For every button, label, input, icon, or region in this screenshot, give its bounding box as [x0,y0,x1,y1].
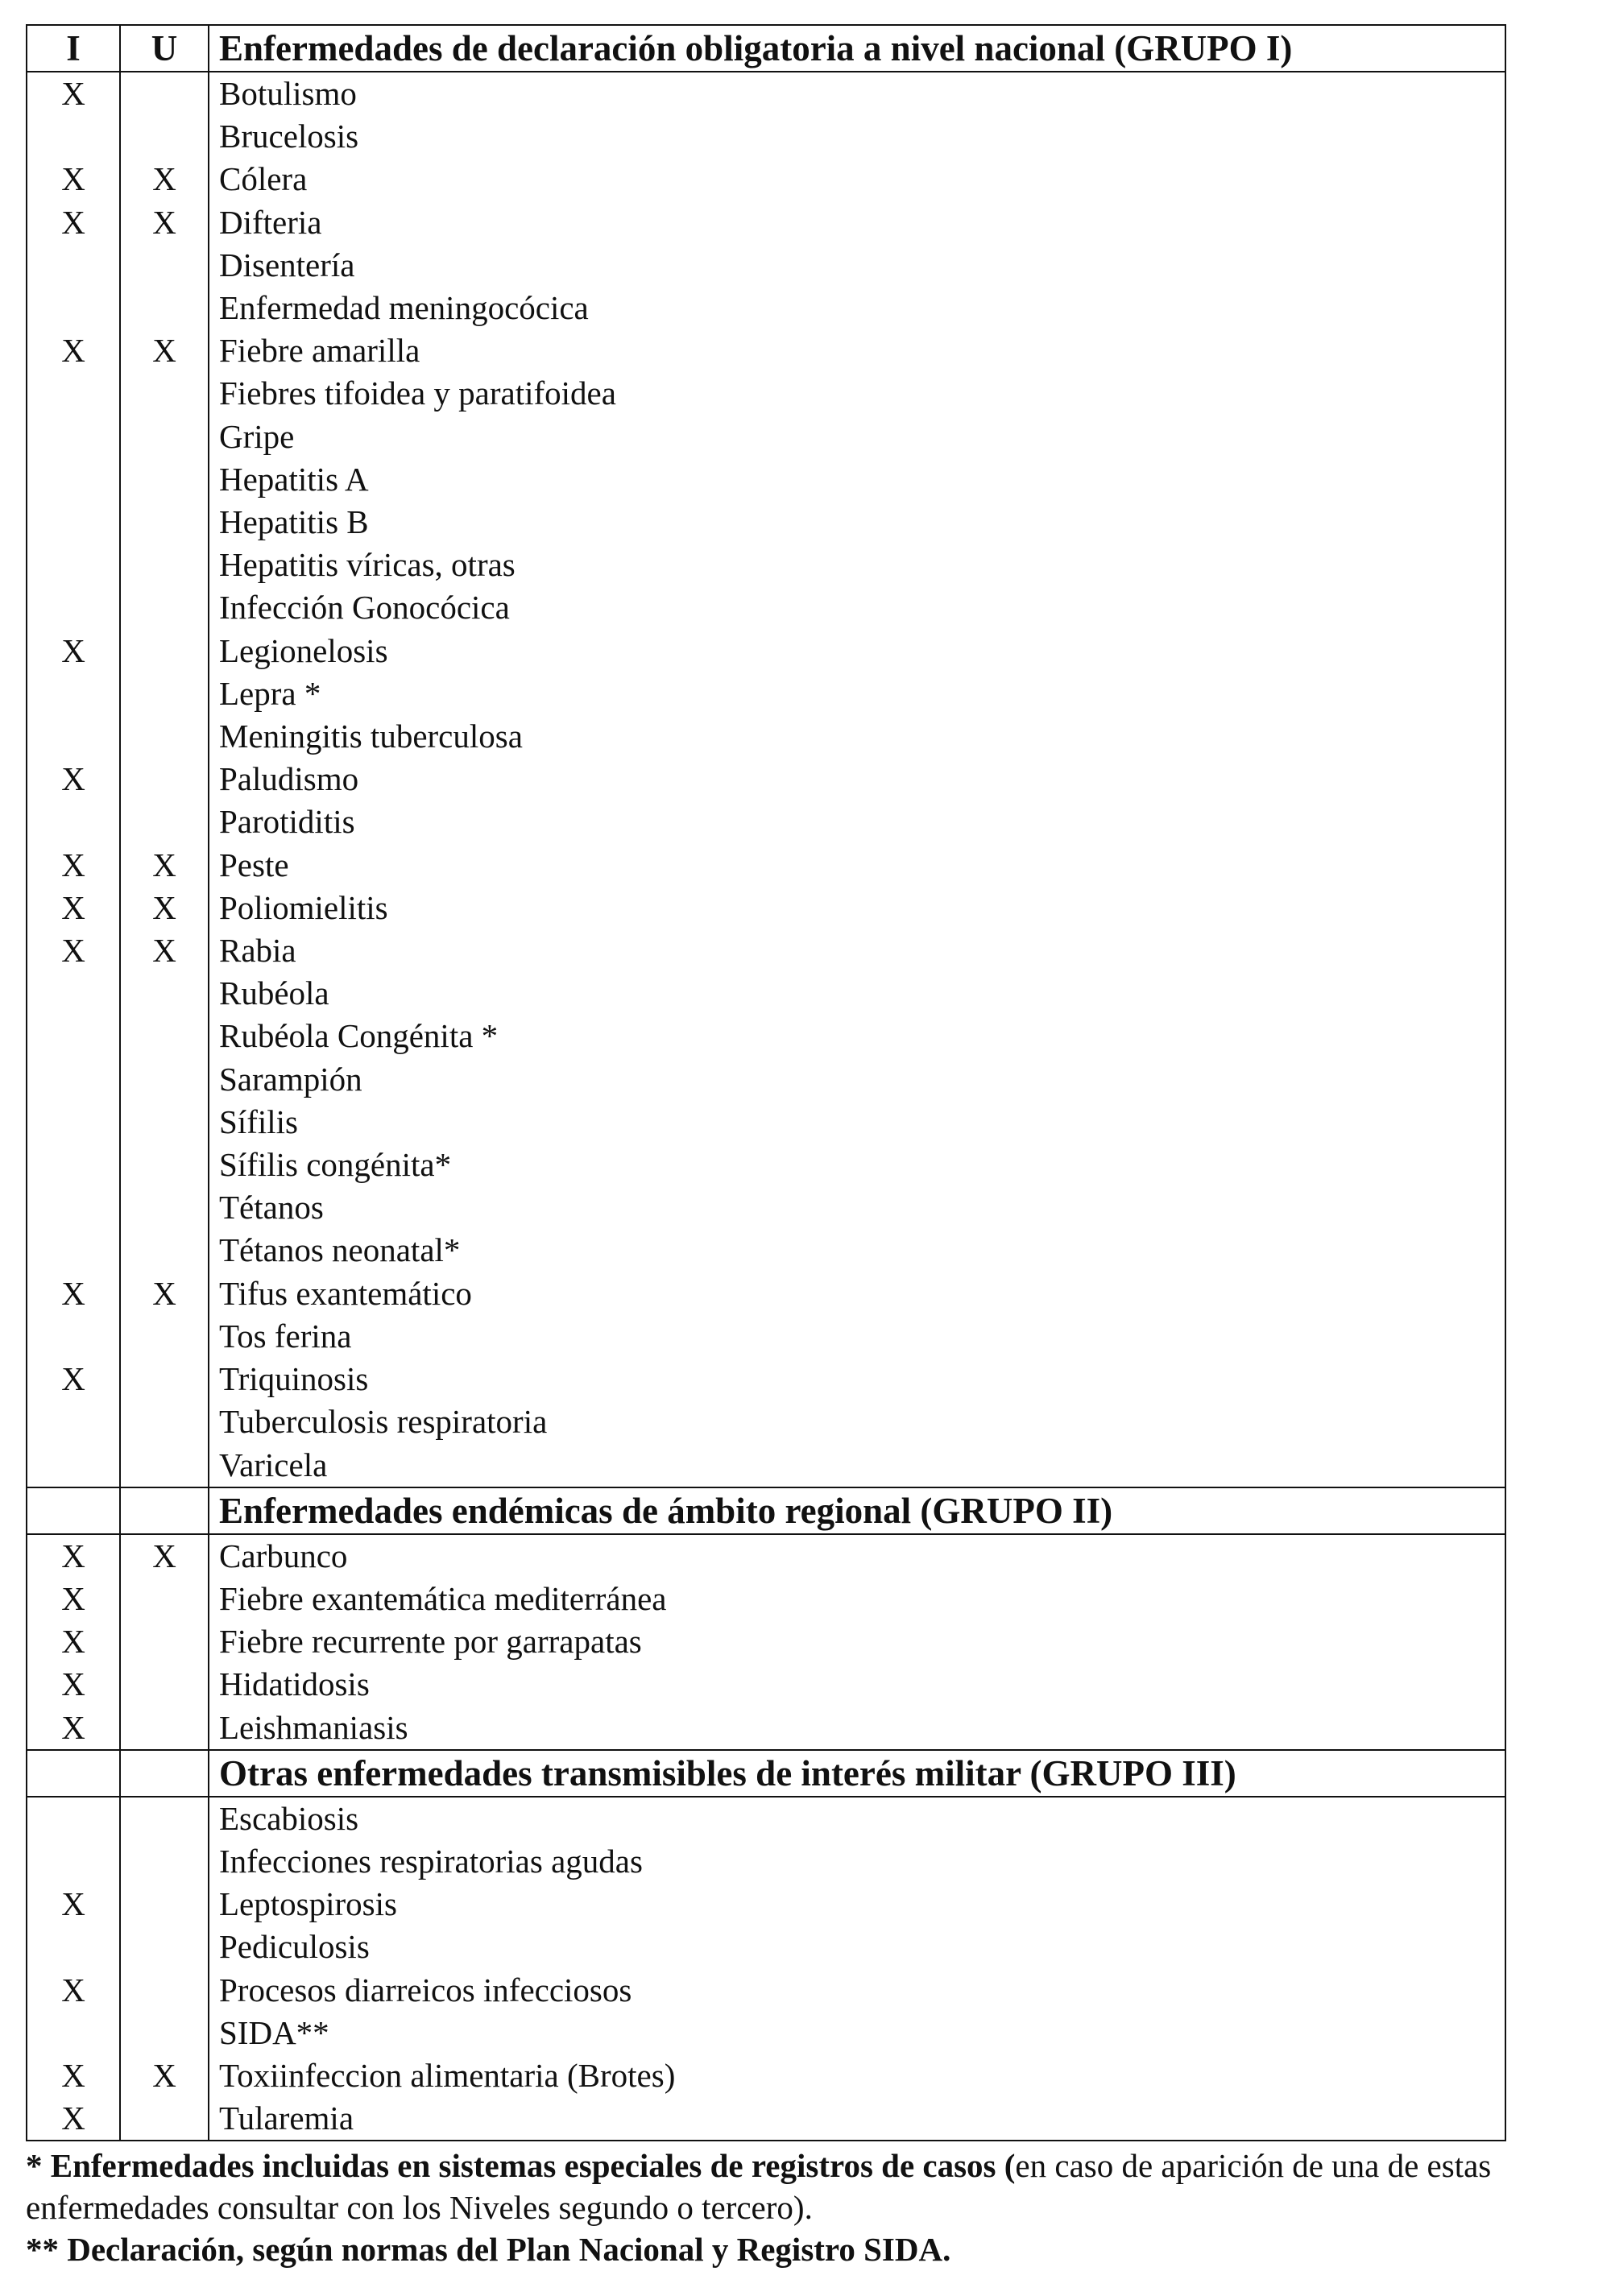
mark-i: X [27,1883,120,1926]
mark-u [120,630,209,672]
disease-name: Procesos diarreicos infecciosos [209,1969,1505,2012]
mark-u [120,1663,209,1706]
mark-u [120,1358,209,1400]
disease-row [27,2097,1505,2141]
disease-row [27,501,1505,544]
mark-i: X [27,630,120,672]
disease-name: Hepatitis víricas, otras [209,544,1505,586]
mark-i: X [27,72,120,115]
disease-name: Tifus exantemático [209,1272,1505,1315]
disease-name: Meningitis tuberculosa [209,715,1505,758]
disease-name: Sífilis [209,1101,1505,1144]
mark-u: X [120,844,209,887]
disease-row [27,1229,1505,1272]
mark-i [27,1797,120,1840]
mark-u [120,715,209,758]
disease-name: Escabiosis [209,1797,1505,1840]
disease-table [26,24,1506,2141]
mark-u [120,372,209,415]
group-header-row [27,25,1505,72]
disease-name: Lepra * [209,672,1505,715]
disease-row [27,1797,1505,1840]
mark-u: X [120,201,209,244]
mark-u [120,1797,209,1840]
mark-u [120,115,209,158]
group-header-blank-u [120,1487,209,1534]
mark-u: X [120,1534,209,1578]
mark-u: X [120,2054,209,2097]
group-header-blank-i [27,1750,120,1797]
disease-name: Poliomielitis [209,887,1505,929]
mark-u [120,244,209,287]
disease-row [27,1840,1505,1883]
mark-i [27,672,120,715]
disease-row [27,458,1505,501]
column-header-i: I [27,25,120,72]
disease-row [27,715,1505,758]
disease-name: Cólera [209,158,1505,201]
disease-row [27,800,1505,843]
mark-i [27,2012,120,2054]
disease-row [27,416,1505,458]
mark-i [27,1444,120,1487]
mark-u [120,1444,209,1487]
footnote-1-bold: * Enfermedades incluidas en sistemas especiales de registros de casos ( [26,2147,1016,2184]
disease-row [27,1400,1505,1443]
mark-i [27,1015,120,1057]
disease-name: Toxiinfeccion alimentaria (Brotes) [209,2054,1505,2097]
mark-u [120,501,209,544]
disease-row [27,201,1505,244]
footnote-2-bold: ** Declaración, según normas del Plan Nacional y Registro SIDA. [26,2231,951,2268]
disease-row [27,887,1505,929]
disease-name: Parotiditis [209,800,1505,843]
mark-u [120,287,209,329]
mark-u: X [120,329,209,372]
mark-i [27,586,120,629]
mark-i: X [27,758,120,800]
disease-row [27,244,1505,287]
disease-row [27,2054,1505,2097]
disease-row [27,1358,1505,1400]
mark-i: X [27,1969,120,2012]
mark-u [120,1058,209,1101]
disease-row [27,1101,1505,1144]
group-header-blank-i [27,1487,120,1534]
mark-i: X [27,201,120,244]
mark-i: X [27,1358,120,1400]
mark-i: X [27,1534,120,1578]
mark-u: X [120,929,209,972]
mark-u [120,1883,209,1926]
disease-row [27,115,1505,158]
mark-u [120,1144,209,1186]
disease-name: Paludismo [209,758,1505,800]
disease-name: Gripe [209,416,1505,458]
mark-u: X [120,1272,209,1315]
disease-row [27,1706,1505,1750]
mark-u [120,672,209,715]
disease-row [27,630,1505,672]
disease-row [27,1144,1505,1186]
mark-u [120,1015,209,1057]
disease-row [27,1272,1505,1315]
mark-i: X [27,158,120,201]
disease-row [27,1444,1505,1487]
mark-u [120,586,209,629]
mark-i [27,115,120,158]
disease-name: Sarampión [209,1058,1505,1101]
mark-i [27,416,120,458]
disease-name: Peste [209,844,1505,887]
mark-u [120,1926,209,1968]
disease-name: Tétanos neonatal* [209,1229,1505,1272]
disease-name: Tuberculosis respiratoria [209,1400,1505,1443]
mark-i: X [27,1663,120,1706]
disease-name: Tétanos [209,1186,1505,1229]
mark-i [27,715,120,758]
disease-name: Hepatitis A [209,458,1505,501]
mark-u [120,2097,209,2141]
disease-name: Fiebres tifoidea y paratifoidea [209,372,1505,415]
disease-row [27,758,1505,800]
mark-u [120,1969,209,2012]
mark-u [120,1840,209,1883]
mark-u [120,416,209,458]
mark-i: X [27,1706,120,1750]
disease-row [27,1058,1505,1101]
mark-i [27,1400,120,1443]
footnote-special-registers [26,2145,1592,2228]
disease-name: Difteria [209,201,1505,244]
disease-row [27,586,1505,629]
disease-name: Infecciones respiratorias agudas [209,1840,1505,1883]
disease-row [27,1186,1505,1229]
disease-row [27,2012,1505,2054]
disease-row [27,372,1505,415]
disease-name: Rubéola [209,972,1505,1015]
mark-u [120,1400,209,1443]
mark-u [120,72,209,115]
disease-name: Botulismo [209,72,1505,115]
footnotes [26,2145,1592,2270]
group-header-blank-u [120,1750,209,1797]
disease-name: Carbunco [209,1534,1505,1578]
mark-u [120,1620,209,1663]
disease-name: Tularemia [209,2097,1505,2141]
disease-row [27,1578,1505,1620]
mark-i [27,1229,120,1272]
disease-row [27,158,1505,201]
mark-i [27,1101,120,1144]
mark-i: X [27,329,120,372]
disease-name: Tos ferina [209,1315,1505,1358]
mark-u [120,758,209,800]
disease-name: Fiebre amarilla [209,329,1505,372]
mark-i [27,1926,120,1968]
disease-name: Triquinosis [209,1358,1505,1400]
mark-u [120,1706,209,1750]
disease-name: Infección Gonocócica [209,586,1505,629]
mark-i: X [27,887,120,929]
group-title: Enfermedades endémicas de ámbito regional (GRUPO II) [209,1487,1505,1534]
group-title: Otras enfermedades transmisibles de interés militar (GRUPO III) [209,1750,1505,1797]
group-title: Enfermedades de declaración obligatoria a nivel nacional (GRUPO I) [209,25,1505,72]
mark-u [120,1229,209,1272]
disease-row [27,1015,1505,1057]
disease-name: Brucelosis [209,115,1505,158]
disease-name: Hidatidosis [209,1663,1505,1706]
disease-name: Leptospirosis [209,1883,1505,1926]
mark-i [27,800,120,843]
footnote-1-text: en caso de aparición de una de estas enfermedades consultar con los Niveles segundo o tercero). [26,2147,1492,2226]
disease-row [27,1663,1505,1706]
mark-u [120,544,209,586]
disease-row [27,329,1505,372]
disease-name: Varicela [209,1444,1505,1487]
disease-row [27,1534,1505,1578]
group-header-row [27,1487,1505,1534]
group-header-row [27,1750,1505,1797]
disease-name: Fiebre recurrente por garrapatas [209,1620,1505,1663]
mark-i [27,372,120,415]
mark-i [27,1144,120,1186]
disease-name: Hepatitis B [209,501,1505,544]
disease-name: Rubéola Congénita * [209,1015,1505,1057]
disease-row [27,844,1505,887]
mark-u [120,800,209,843]
disease-name: Sífilis congénita* [209,1144,1505,1186]
mark-i [27,1840,120,1883]
mark-u [120,1101,209,1144]
mark-u: X [120,158,209,201]
mark-u [120,1315,209,1358]
mark-u [120,458,209,501]
mark-i [27,458,120,501]
disease-row [27,1969,1505,2012]
mark-u [120,1578,209,1620]
disease-name: Fiebre exantemática mediterránea [209,1578,1505,1620]
mark-i [27,1058,120,1101]
mark-i: X [27,1578,120,1620]
footnote-sida [26,2228,1592,2270]
mark-u: X [120,887,209,929]
mark-i: X [27,929,120,972]
mark-i [27,287,120,329]
mark-i: X [27,2054,120,2097]
disease-row [27,672,1505,715]
disease-row [27,1883,1505,1926]
mark-i: X [27,2097,120,2141]
disease-name: Disentería [209,244,1505,287]
disease-row [27,72,1505,115]
mark-i [27,1315,120,1358]
disease-name: Legionelosis [209,630,1505,672]
mark-i: X [27,1620,120,1663]
mark-i [27,244,120,287]
mark-u [120,972,209,1015]
disease-name: Enfermedad meningocócica [209,287,1505,329]
disease-name: Rabia [209,929,1505,972]
mark-i [27,544,120,586]
mark-u [120,2012,209,2054]
mark-i: X [27,844,120,887]
mark-i [27,1186,120,1229]
disease-row [27,1315,1505,1358]
mark-u [120,1186,209,1229]
disease-name: Leishmaniasis [209,1706,1505,1750]
disease-name: Pediculosis [209,1926,1505,1968]
disease-table-container [26,24,1505,2141]
disease-row [27,1620,1505,1663]
disease-row [27,287,1505,329]
disease-row [27,972,1505,1015]
column-header-u: U [120,25,209,72]
mark-i [27,501,120,544]
mark-i: X [27,1272,120,1315]
disease-table-body [27,25,1505,2141]
disease-row [27,544,1505,586]
mark-i [27,972,120,1015]
disease-name: SIDA** [209,2012,1505,2054]
disease-row [27,1926,1505,1968]
disease-row [27,929,1505,972]
